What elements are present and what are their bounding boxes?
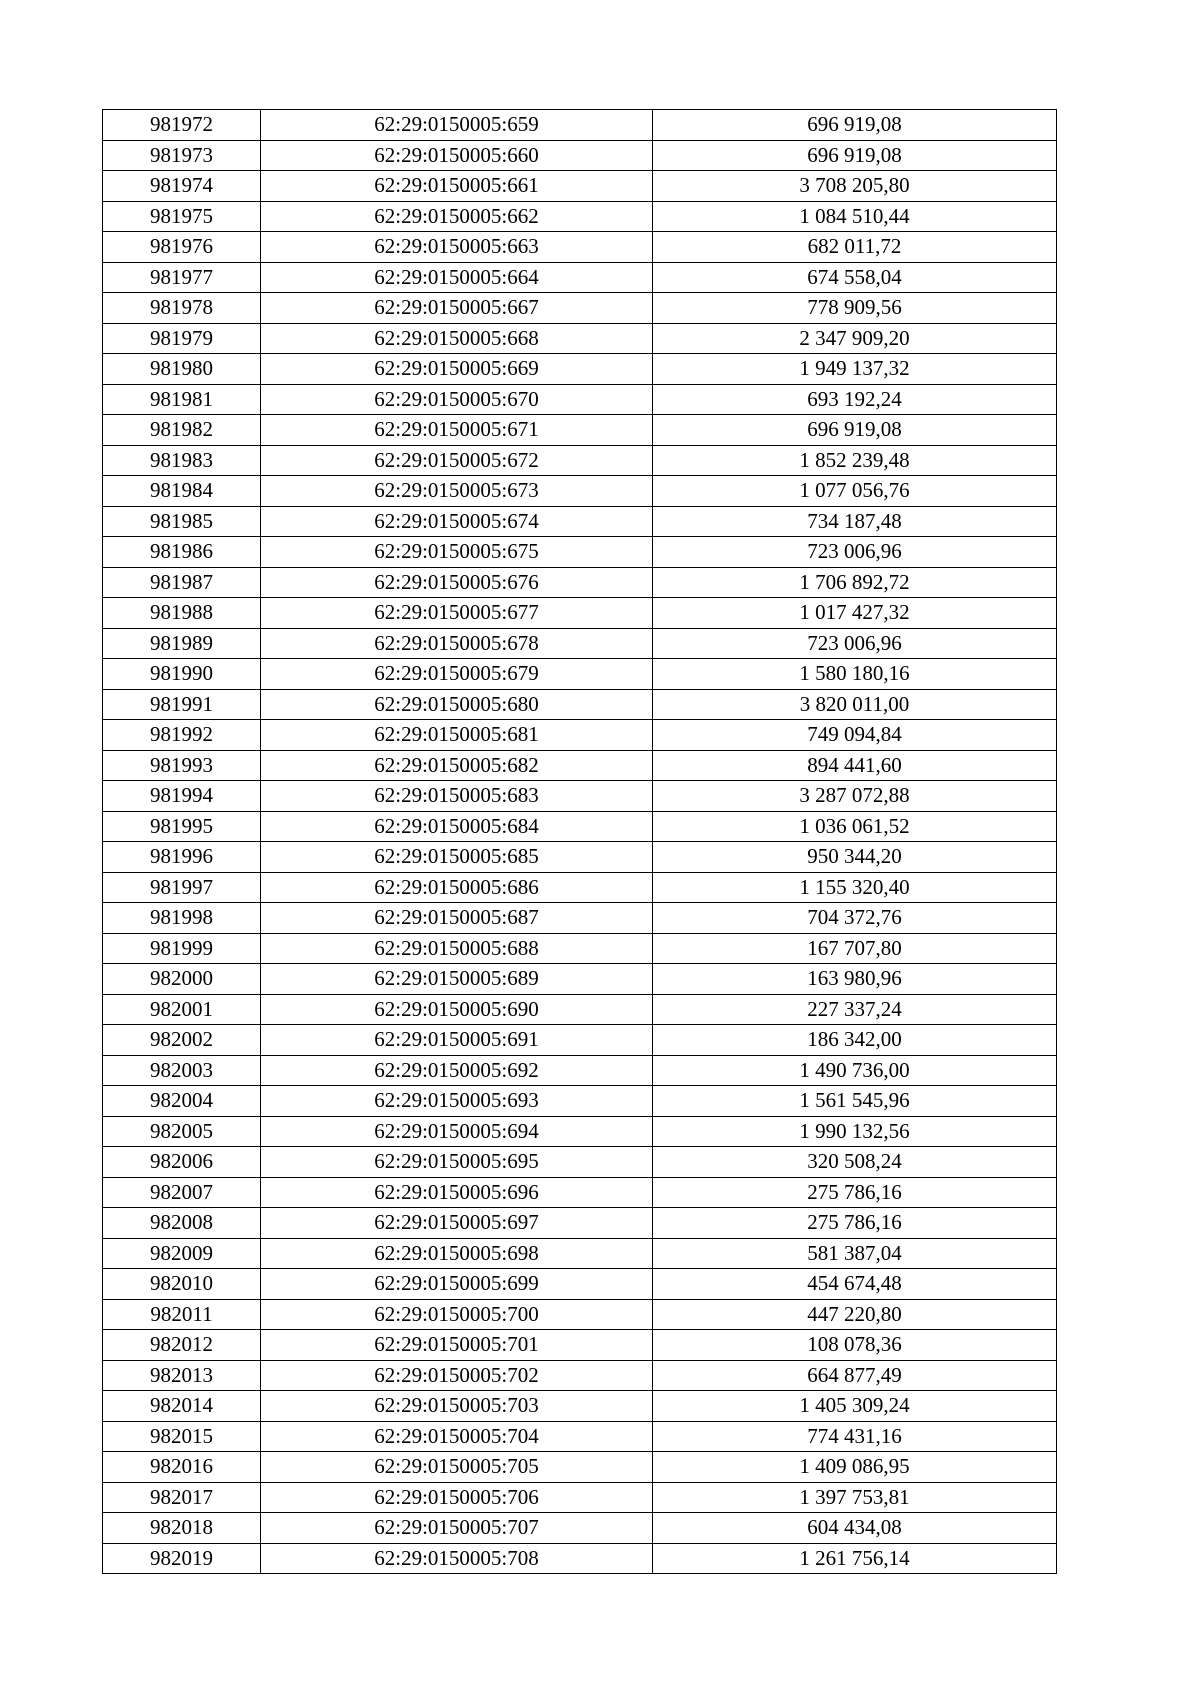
cadastral-value-cell: 275 786,16 bbox=[653, 1177, 1057, 1208]
row-number-cell: 981972 bbox=[103, 110, 261, 141]
cadastral-value-cell: 696 919,08 bbox=[653, 415, 1057, 446]
cadastral-value-cell: 1 077 056,76 bbox=[653, 476, 1057, 507]
row-number-cell: 981981 bbox=[103, 384, 261, 415]
cadastral-value-cell: 894 441,60 bbox=[653, 750, 1057, 781]
row-number-cell: 982013 bbox=[103, 1360, 261, 1391]
cadastral-value-cell: 778 909,56 bbox=[653, 293, 1057, 324]
cadastral-value-cell: 1 409 086,95 bbox=[653, 1452, 1057, 1483]
cadastral-number-cell: 62:29:0150005:667 bbox=[261, 293, 653, 324]
cadastral-number-cell: 62:29:0150005:694 bbox=[261, 1116, 653, 1147]
table-row bbox=[103, 842, 1057, 873]
row-number-cell: 981974 bbox=[103, 171, 261, 202]
row-number-cell: 982019 bbox=[103, 1543, 261, 1574]
table-row bbox=[103, 354, 1057, 385]
row-number-cell: 982006 bbox=[103, 1147, 261, 1178]
cadastral-number-cell: 62:29:0150005:700 bbox=[261, 1299, 653, 1330]
cadastral-value-cell: 454 674,48 bbox=[653, 1269, 1057, 1300]
table-row bbox=[103, 567, 1057, 598]
cadastral-value-cell: 1 397 753,81 bbox=[653, 1482, 1057, 1513]
cadastral-number-cell: 62:29:0150005:661 bbox=[261, 171, 653, 202]
table-row bbox=[103, 1025, 1057, 1056]
cadastral-value-cell: 723 006,96 bbox=[653, 628, 1057, 659]
cadastral-number-cell: 62:29:0150005:662 bbox=[261, 201, 653, 232]
cadastral-number-cell: 62:29:0150005:679 bbox=[261, 659, 653, 690]
table-row bbox=[103, 1147, 1057, 1178]
table-row bbox=[103, 994, 1057, 1025]
cadastral-number-cell: 62:29:0150005:683 bbox=[261, 781, 653, 812]
table-row bbox=[103, 1055, 1057, 1086]
table-row bbox=[103, 1238, 1057, 1269]
row-number-cell: 981983 bbox=[103, 445, 261, 476]
table-row bbox=[103, 1391, 1057, 1422]
cadastral-number-cell: 62:29:0150005:693 bbox=[261, 1086, 653, 1117]
cadastral-number-cell: 62:29:0150005:670 bbox=[261, 384, 653, 415]
cadastral-number-cell: 62:29:0150005:699 bbox=[261, 1269, 653, 1300]
cadastral-value-cell: 1 084 510,44 bbox=[653, 201, 1057, 232]
cadastral-value-cell: 275 786,16 bbox=[653, 1208, 1057, 1239]
row-number-cell: 982007 bbox=[103, 1177, 261, 1208]
row-number-cell: 982017 bbox=[103, 1482, 261, 1513]
row-number-cell: 982008 bbox=[103, 1208, 261, 1239]
row-number-cell: 982014 bbox=[103, 1391, 261, 1422]
row-number-cell: 981993 bbox=[103, 750, 261, 781]
row-number-cell: 981986 bbox=[103, 537, 261, 568]
cadastral-value-cell: 774 431,16 bbox=[653, 1421, 1057, 1452]
cadastral-value-table bbox=[102, 109, 1057, 1574]
cadastral-value-cell: 1 990 132,56 bbox=[653, 1116, 1057, 1147]
row-number-cell: 982000 bbox=[103, 964, 261, 995]
table-row bbox=[103, 110, 1057, 141]
table-row bbox=[103, 384, 1057, 415]
cadastral-value-cell: 108 078,36 bbox=[653, 1330, 1057, 1361]
row-number-cell: 981995 bbox=[103, 811, 261, 842]
table-row bbox=[103, 1543, 1057, 1574]
cadastral-value-cell: 1 852 239,48 bbox=[653, 445, 1057, 476]
cadastral-number-cell: 62:29:0150005:701 bbox=[261, 1330, 653, 1361]
cadastral-number-cell: 62:29:0150005:681 bbox=[261, 720, 653, 751]
cadastral-number-cell: 62:29:0150005:705 bbox=[261, 1452, 653, 1483]
row-number-cell: 982005 bbox=[103, 1116, 261, 1147]
row-number-cell: 982011 bbox=[103, 1299, 261, 1330]
row-number-cell: 981996 bbox=[103, 842, 261, 873]
row-number-cell: 982018 bbox=[103, 1513, 261, 1544]
cadastral-number-cell: 62:29:0150005:677 bbox=[261, 598, 653, 629]
cadastral-number-cell: 62:29:0150005:685 bbox=[261, 842, 653, 873]
cadastral-value-cell: 186 342,00 bbox=[653, 1025, 1057, 1056]
cadastral-value-cell: 1 017 427,32 bbox=[653, 598, 1057, 629]
cadastral-number-cell: 62:29:0150005:678 bbox=[261, 628, 653, 659]
cadastral-value-cell: 696 919,08 bbox=[653, 140, 1057, 171]
table-row bbox=[103, 659, 1057, 690]
cadastral-value-cell: 604 434,08 bbox=[653, 1513, 1057, 1544]
row-number-cell: 982016 bbox=[103, 1452, 261, 1483]
cadastral-value-cell: 320 508,24 bbox=[653, 1147, 1057, 1178]
cadastral-number-cell: 62:29:0150005:703 bbox=[261, 1391, 653, 1422]
cadastral-number-cell: 62:29:0150005:697 bbox=[261, 1208, 653, 1239]
table-row bbox=[103, 598, 1057, 629]
row-number-cell: 981999 bbox=[103, 933, 261, 964]
row-number-cell: 981992 bbox=[103, 720, 261, 751]
cadastral-value-cell: 447 220,80 bbox=[653, 1299, 1057, 1330]
table-row bbox=[103, 262, 1057, 293]
row-number-cell: 981997 bbox=[103, 872, 261, 903]
cadastral-value-cell: 1 261 756,14 bbox=[653, 1543, 1057, 1574]
table-row bbox=[103, 811, 1057, 842]
cadastral-value-cell: 950 344,20 bbox=[653, 842, 1057, 873]
table-row bbox=[103, 140, 1057, 171]
table-row bbox=[103, 201, 1057, 232]
cadastral-number-cell: 62:29:0150005:675 bbox=[261, 537, 653, 568]
cadastral-value-cell: 3 708 205,80 bbox=[653, 171, 1057, 202]
table-row bbox=[103, 1299, 1057, 1330]
row-number-cell: 981994 bbox=[103, 781, 261, 812]
row-number-cell: 981982 bbox=[103, 415, 261, 446]
table-body bbox=[103, 110, 1057, 1574]
cadastral-value-cell: 1 155 320,40 bbox=[653, 872, 1057, 903]
cadastral-number-cell: 62:29:0150005:691 bbox=[261, 1025, 653, 1056]
cadastral-number-cell: 62:29:0150005:674 bbox=[261, 506, 653, 537]
row-number-cell: 981973 bbox=[103, 140, 261, 171]
cadastral-value-cell: 1 580 180,16 bbox=[653, 659, 1057, 690]
cadastral-value-cell: 704 372,76 bbox=[653, 903, 1057, 934]
table-row bbox=[103, 1452, 1057, 1483]
table-row bbox=[103, 1269, 1057, 1300]
cadastral-value-cell: 3 287 072,88 bbox=[653, 781, 1057, 812]
row-number-cell: 982004 bbox=[103, 1086, 261, 1117]
table-row bbox=[103, 1421, 1057, 1452]
cadastral-value-cell: 674 558,04 bbox=[653, 262, 1057, 293]
cadastral-number-cell: 62:29:0150005:706 bbox=[261, 1482, 653, 1513]
cadastral-value-cell: 682 011,72 bbox=[653, 232, 1057, 263]
cadastral-number-cell: 62:29:0150005:690 bbox=[261, 994, 653, 1025]
cadastral-number-cell: 62:29:0150005:673 bbox=[261, 476, 653, 507]
cadastral-value-cell: 167 707,80 bbox=[653, 933, 1057, 964]
row-number-cell: 981978 bbox=[103, 293, 261, 324]
row-number-cell: 981998 bbox=[103, 903, 261, 934]
cadastral-number-cell: 62:29:0150005:707 bbox=[261, 1513, 653, 1544]
cadastral-value-cell: 749 094,84 bbox=[653, 720, 1057, 751]
row-number-cell: 981984 bbox=[103, 476, 261, 507]
table-row bbox=[103, 506, 1057, 537]
row-number-cell: 981991 bbox=[103, 689, 261, 720]
document-page bbox=[102, 109, 1056, 1574]
table-row bbox=[103, 1330, 1057, 1361]
row-number-cell: 981975 bbox=[103, 201, 261, 232]
cadastral-number-cell: 62:29:0150005:680 bbox=[261, 689, 653, 720]
cadastral-value-cell: 734 187,48 bbox=[653, 506, 1057, 537]
table-row bbox=[103, 689, 1057, 720]
table-row bbox=[103, 1482, 1057, 1513]
cadastral-number-cell: 62:29:0150005:692 bbox=[261, 1055, 653, 1086]
cadastral-value-cell: 1 949 137,32 bbox=[653, 354, 1057, 385]
row-number-cell: 981988 bbox=[103, 598, 261, 629]
table-row bbox=[103, 933, 1057, 964]
row-number-cell: 982001 bbox=[103, 994, 261, 1025]
cadastral-number-cell: 62:29:0150005:689 bbox=[261, 964, 653, 995]
table-row bbox=[103, 720, 1057, 751]
row-number-cell: 981977 bbox=[103, 262, 261, 293]
cadastral-value-cell: 1 036 061,52 bbox=[653, 811, 1057, 842]
cadastral-number-cell: 62:29:0150005:698 bbox=[261, 1238, 653, 1269]
cadastral-value-cell: 696 919,08 bbox=[653, 110, 1057, 141]
table-row bbox=[103, 1086, 1057, 1117]
table-row bbox=[103, 964, 1057, 995]
table-row bbox=[103, 1116, 1057, 1147]
table-row bbox=[103, 1177, 1057, 1208]
table-row bbox=[103, 232, 1057, 263]
table-row bbox=[103, 1360, 1057, 1391]
row-number-cell: 982003 bbox=[103, 1055, 261, 1086]
row-number-cell: 981989 bbox=[103, 628, 261, 659]
row-number-cell: 982002 bbox=[103, 1025, 261, 1056]
cadastral-number-cell: 62:29:0150005:668 bbox=[261, 323, 653, 354]
cadastral-number-cell: 62:29:0150005:684 bbox=[261, 811, 653, 842]
cadastral-value-cell: 664 877,49 bbox=[653, 1360, 1057, 1391]
cadastral-number-cell: 62:29:0150005:676 bbox=[261, 567, 653, 598]
cadastral-value-cell: 1 490 736,00 bbox=[653, 1055, 1057, 1086]
cadastral-value-cell: 581 387,04 bbox=[653, 1238, 1057, 1269]
table-row bbox=[103, 903, 1057, 934]
cadastral-number-cell: 62:29:0150005:704 bbox=[261, 1421, 653, 1452]
row-number-cell: 982009 bbox=[103, 1238, 261, 1269]
cadastral-value-cell: 1 405 309,24 bbox=[653, 1391, 1057, 1422]
table-row bbox=[103, 445, 1057, 476]
cadastral-number-cell: 62:29:0150005:702 bbox=[261, 1360, 653, 1391]
row-number-cell: 981979 bbox=[103, 323, 261, 354]
row-number-cell: 982012 bbox=[103, 1330, 261, 1361]
cadastral-number-cell: 62:29:0150005:688 bbox=[261, 933, 653, 964]
row-number-cell: 981985 bbox=[103, 506, 261, 537]
cadastral-number-cell: 62:29:0150005:695 bbox=[261, 1147, 653, 1178]
table-row bbox=[103, 476, 1057, 507]
table-row bbox=[103, 628, 1057, 659]
table-row bbox=[103, 537, 1057, 568]
table-row bbox=[103, 293, 1057, 324]
table-row bbox=[103, 781, 1057, 812]
cadastral-value-cell: 3 820 011,00 bbox=[653, 689, 1057, 720]
row-number-cell: 982015 bbox=[103, 1421, 261, 1452]
row-number-cell: 981980 bbox=[103, 354, 261, 385]
cadastral-number-cell: 62:29:0150005:682 bbox=[261, 750, 653, 781]
table-row bbox=[103, 872, 1057, 903]
cadastral-number-cell: 62:29:0150005:669 bbox=[261, 354, 653, 385]
cadastral-value-cell: 1 561 545,96 bbox=[653, 1086, 1057, 1117]
cadastral-number-cell: 62:29:0150005:671 bbox=[261, 415, 653, 446]
cadastral-value-cell: 1 706 892,72 bbox=[653, 567, 1057, 598]
cadastral-number-cell: 62:29:0150005:660 bbox=[261, 140, 653, 171]
cadastral-value-cell: 163 980,96 bbox=[653, 964, 1057, 995]
cadastral-number-cell: 62:29:0150005:686 bbox=[261, 872, 653, 903]
table-row bbox=[103, 323, 1057, 354]
cadastral-number-cell: 62:29:0150005:687 bbox=[261, 903, 653, 934]
cadastral-value-cell: 2 347 909,20 bbox=[653, 323, 1057, 354]
table-row bbox=[103, 171, 1057, 202]
cadastral-number-cell: 62:29:0150005:664 bbox=[261, 262, 653, 293]
table-row bbox=[103, 415, 1057, 446]
table-row bbox=[103, 750, 1057, 781]
cadastral-value-cell: 693 192,24 bbox=[653, 384, 1057, 415]
cadastral-number-cell: 62:29:0150005:663 bbox=[261, 232, 653, 263]
row-number-cell: 982010 bbox=[103, 1269, 261, 1300]
cadastral-number-cell: 62:29:0150005:672 bbox=[261, 445, 653, 476]
cadastral-number-cell: 62:29:0150005:696 bbox=[261, 1177, 653, 1208]
cadastral-number-cell: 62:29:0150005:708 bbox=[261, 1543, 653, 1574]
row-number-cell: 981990 bbox=[103, 659, 261, 690]
row-number-cell: 981976 bbox=[103, 232, 261, 263]
cadastral-value-cell: 723 006,96 bbox=[653, 537, 1057, 568]
table-row bbox=[103, 1513, 1057, 1544]
table-row bbox=[103, 1208, 1057, 1239]
cadastral-value-cell: 227 337,24 bbox=[653, 994, 1057, 1025]
cadastral-number-cell: 62:29:0150005:659 bbox=[261, 110, 653, 141]
row-number-cell: 981987 bbox=[103, 567, 261, 598]
